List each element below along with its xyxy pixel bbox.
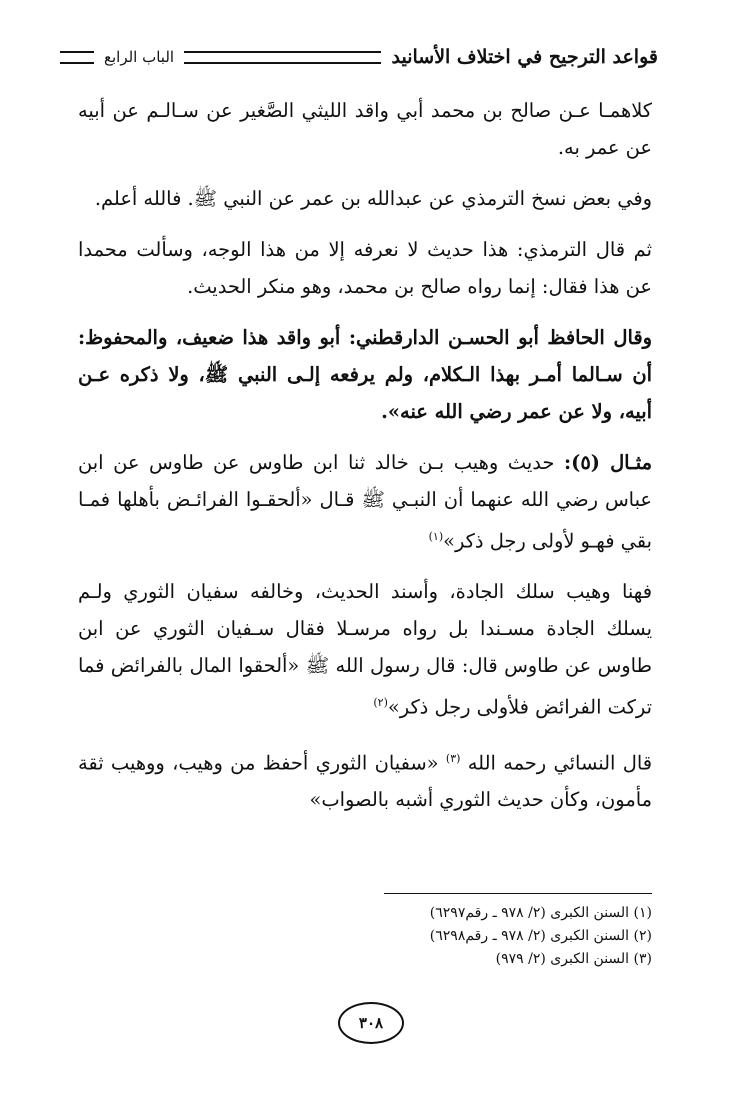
paragraph: وقال الحافظ أبو الحسـن الدارقطني: أبو واقد هذا ضعيف، والمحفوظ: أن سـالما أمـر بهذا الـكلام، ولم يرفعه إلـى النبي ﷺ، ولا ذكره عـن أبيه، ولا عن عمر رضي الله عنه». (78, 326, 652, 423)
paragraph: وفي بعض نسخ الترمذي عن عبدالله بن عمر عن النبي ﷺ. فالله أعلم. (94, 187, 652, 210)
paragraph (78, 573, 652, 725)
running-header (60, 40, 658, 74)
chapter-title: الباب الرابع (104, 48, 175, 66)
paragraph-text: قال النسائي رحمه الله (467, 751, 652, 775)
paragraph-text: «سفيان الثوري أحفظ من وهيب، ووهيب ثقة مأمون، وكأن حديث الثوري أشبه بالصواب» (78, 751, 652, 812)
paragraph-text: فهنا وهيب سلك الجادة، وأسند الحديث، وخالفه سفيان الثوري ولـم يسلك الجادة مسـندا بل رواه مرسـلا فقال سـفيان الثوري عن ابن طاوس عن طاوس قال: قال رسول الله ﷺ «ألحقوا المال بالفرائض فما تركت الفرائض فلأولى رجل ذكر» (78, 580, 652, 719)
paragraph: كلاهمـا عـن صالح بن محمد أبي واقد الليثي الصَّغير عن سـالـم عن أبيه عن عمر به. (78, 99, 652, 159)
page-number: ٣٠٨ (338, 1002, 404, 1044)
header-rule-short (60, 51, 94, 64)
footnote: (٢) السنن الكبرى (٢/ ٩٧٨ ـ رقم٦٢٩٨) (429, 928, 652, 944)
footnote-ref: (٣) (445, 751, 461, 765)
footnotes (252, 902, 652, 971)
footnote-ref: (١) (428, 530, 444, 543)
footnote: (١) السنن الكبرى (٢/ ٩٧٨ ـ رقم٦٢٩٧) (429, 905, 652, 921)
book-title: قواعد الترجيح في اختلاف الأسانيد (391, 46, 658, 68)
paragraph (78, 740, 652, 818)
footnote-ref: (٢) (373, 696, 388, 710)
example-label: مثـال (٥): (563, 451, 653, 474)
footnote: (٣) السنن الكبرى (٢/ ٩٧٩) (495, 951, 652, 967)
footnote-divider (384, 893, 652, 894)
paragraph: ثم قال الترمذي: هذا حديث لا نعرفه إلا من هذا الوجه، وسألت محمدا عن هذا فقال: إنما رواه صالح بن محمد، وهو منكر الحديث. (78, 238, 652, 298)
header-rule (184, 51, 381, 64)
example-text: حديث وهيب بـن خالد ثنا ابن طاوس عن طاوس عن ابن عباس رضي الله عنهما أن النبـي ﷺ قـال «ألحقـوا الفرائـض بأهلها فمـا بقي فهـو لأولى رجل ذكر» (78, 451, 652, 553)
paragraph (78, 444, 652, 559)
main-text (78, 92, 652, 832)
